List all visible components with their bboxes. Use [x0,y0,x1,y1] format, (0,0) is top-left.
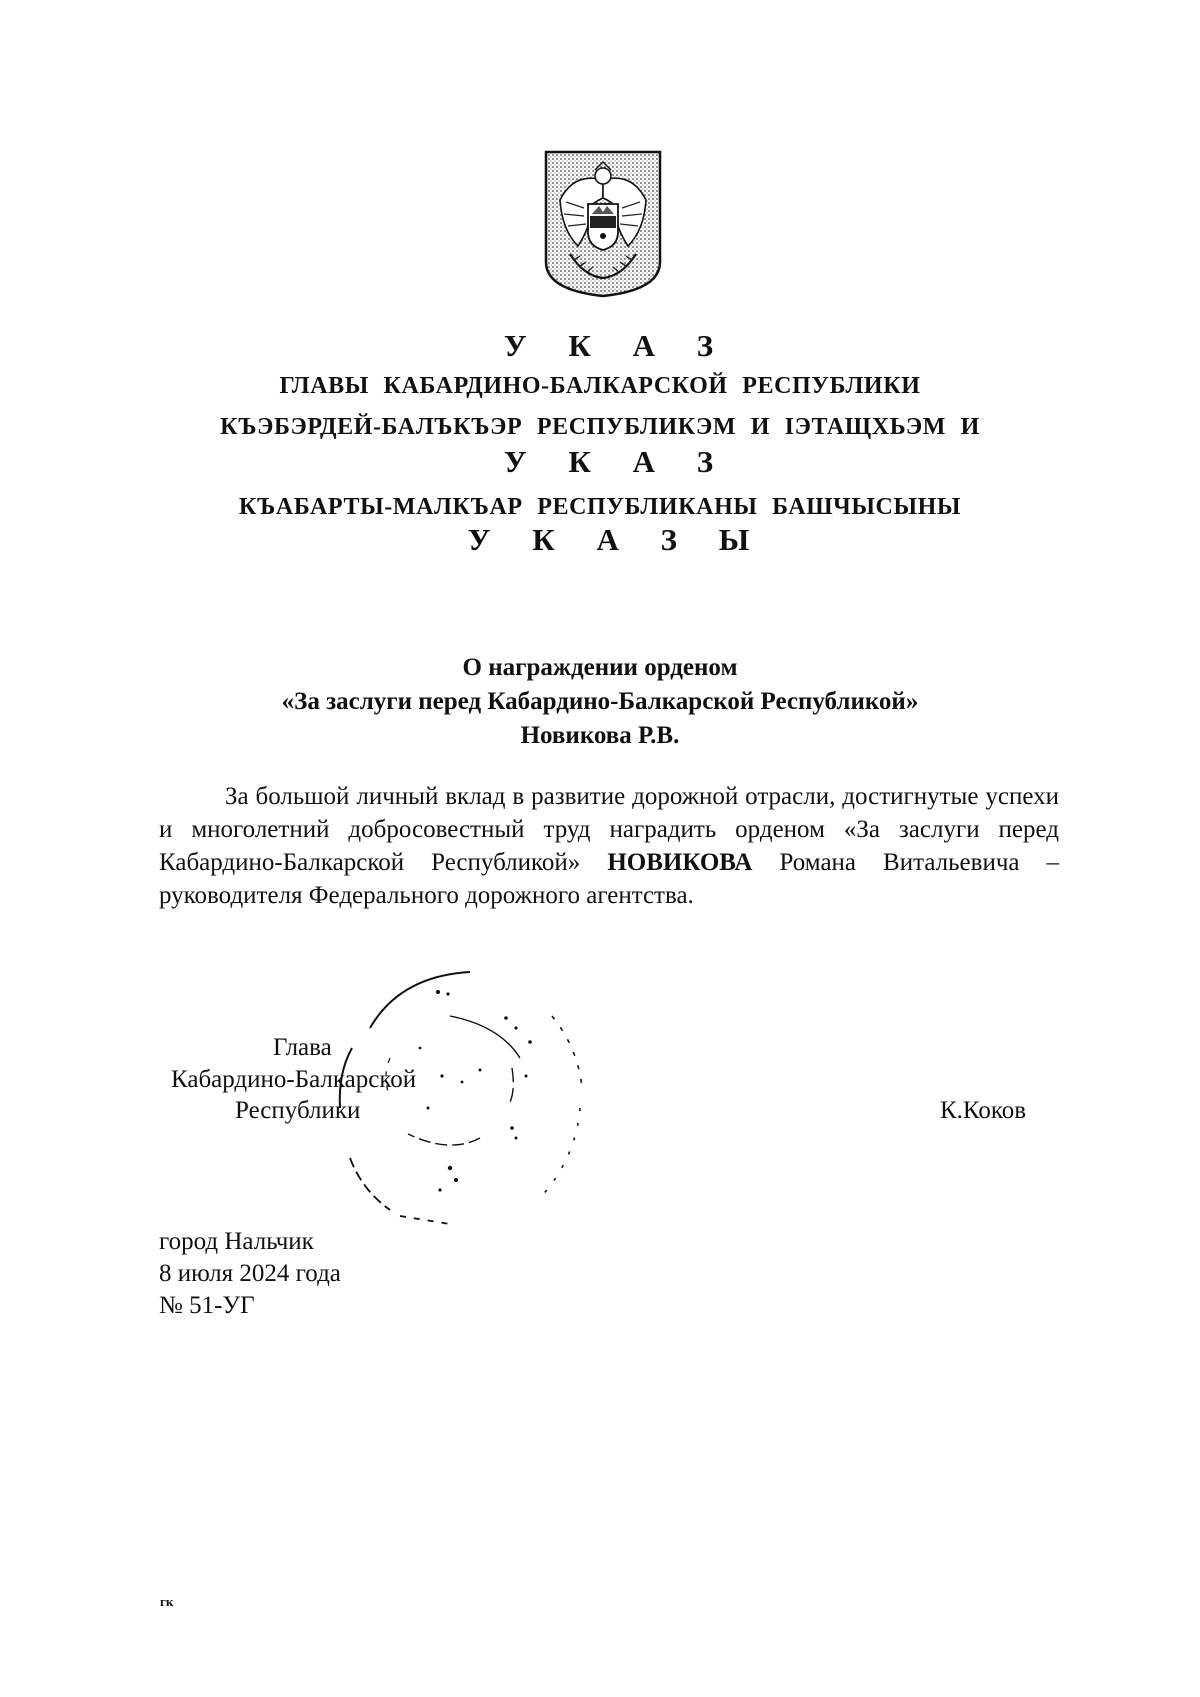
decree-date: 8 июля 2024 года [159,1260,341,1287]
executor-initials: гк [160,1594,174,1609]
decree-body [159,780,1059,912]
decree-city: город Нальчик [159,1228,314,1255]
signatory-name: К.Коков [940,1097,1027,1124]
header-line-kabardian: КЪЭБЭРДЕЙ-БАЛЪКЪЭР РЕСПУБЛИКЭМ И IЭТАЩХЬЭМ И [220,414,980,440]
signatory-role-line-2: Кабардино-Балкарской [171,1066,417,1093]
coat-of-arms-emblem [544,150,662,298]
header-line-balkar: КЪАБАРТЫ-МАЛКЪАР РЕСПУБЛИКАНЫ БАШЧЫСЫНЫ [238,494,962,520]
awardee-surname: НОВИКОВА [607,849,753,876]
decree-title-line-2: «За заслуги перед Кабардино-Балкарской Республикой» [281,688,919,715]
body-text-after: Романа Витальевича – руководителя Федерального дорожного агентства. [159,849,1060,909]
signatory-role-line-3: Республики [235,1097,361,1124]
decree-heading-2: У К А З [503,444,731,479]
signatory-role-line-1: Глава [273,1034,332,1061]
decree-heading-1: У К А З [503,328,731,363]
decree-title-line-1: О награждении орденом [462,654,738,681]
body-text-before: За большой личный вклад в развитие дорожной отрасли, достигнутые успехи и многолетний добросовестный труд наградить орденом «За заслуги перед Кабардино-Балкарской Республикой» [159,783,1059,876]
header-line-russian: ГЛАВЫ КАБАРДИНО-БАЛКАРСКОЙ РЕСПУБЛИКИ [279,373,921,399]
decree-heading-3: У К А З Ы [467,522,767,557]
decree-title-line-3: Новикова Р.В. [520,722,680,749]
decree-number: № 51-УГ [159,1292,255,1319]
